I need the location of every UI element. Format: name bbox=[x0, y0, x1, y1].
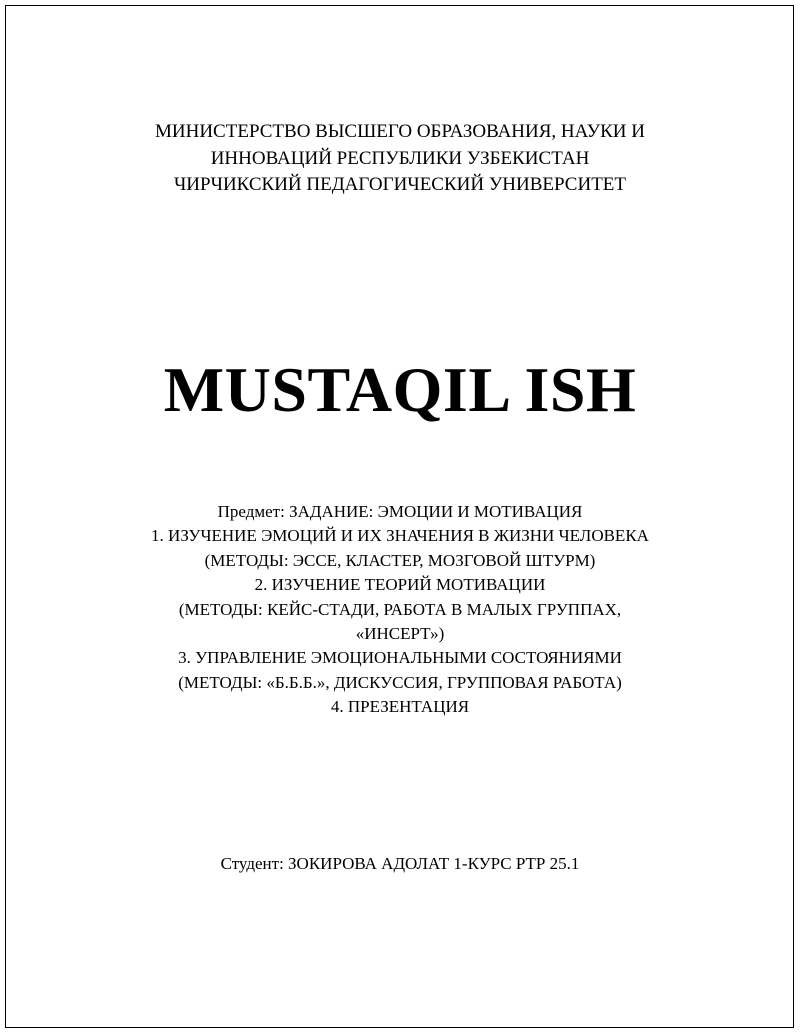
subject-line: (МЕТОДЫ: ЭССЕ, КЛАСТЕР, МОЗГОВОЙ ШТУРМ) bbox=[204, 550, 596, 570]
subject-line: 3. УПРАВЛЕНИЕ ЭМОЦИОНАЛЬНЫМИ СОСТОЯНИЯМИ bbox=[178, 648, 622, 668]
subject-line: (МЕТОДЫ: «Б.Б.Б.», ДИСКУССИЯ, ГРУППОВАЯ РАБОТА) bbox=[178, 672, 622, 692]
subject-line: 4. ПРЕЗЕНТАЦИЯ bbox=[330, 697, 470, 717]
header-line: ИННОВАЦИЙ РЕСПУБЛИКИ УЗБЕКИСТАН bbox=[210, 147, 590, 169]
subject-line: 2. ИЗУЧЕНИЕ ТЕОРИЙ МОТИВАЦИИ bbox=[254, 575, 546, 595]
header-line: ЧИРЧИКСКИЙ ПЕДАГОГИЧЕСКИЙ УНИВЕРСИТЕТ bbox=[173, 174, 627, 195]
document-title: MUSTAQIL ISH bbox=[163, 354, 637, 425]
header-line: МИНИСТЕРСТВО ВЫСШЕГО ОБРАЗОВАНИЯ, НАУКИ И bbox=[155, 121, 645, 142]
subject-line: (МЕТОДЫ: КЕЙС-СТАДИ, РАБОТА В МАЛЫХ ГРУППАХ, bbox=[178, 599, 622, 619]
subject-line: «ИНСЕРТ») bbox=[355, 624, 445, 644]
subject-line: 1. ИЗУЧЕНИЕ ЭМОЦИЙ И ИХ ЗНАЧЕНИЯ В ЖИЗНИ ЧЕЛОВЕКА bbox=[151, 526, 649, 546]
student-info: Студент: ЗОКИРОВА АДОЛАТ 1-КУРС РТР 25.1 bbox=[220, 854, 580, 873]
subject-block bbox=[0, 500, 800, 720]
ministry-header bbox=[0, 119, 800, 199]
subject-line: Предмет: ЗАДАНИЕ: ЭМОЦИИ И МОТИВАЦИЯ bbox=[217, 502, 583, 521]
